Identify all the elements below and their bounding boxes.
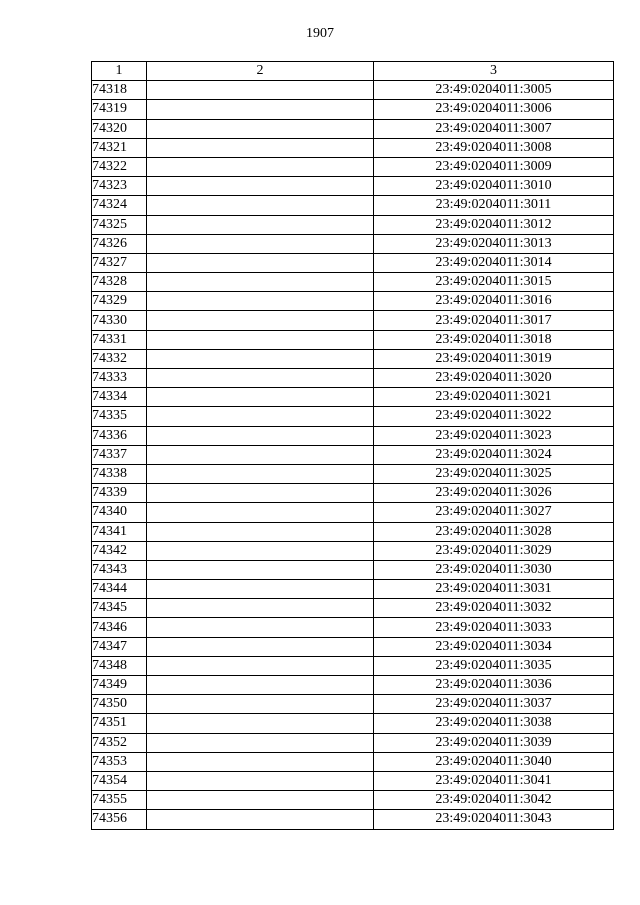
cadastral-number-cell: 23:49:0204011:3017 [374,311,614,330]
cadastral-number-cell: 23:49:0204011:3005 [374,81,614,100]
table-row [92,81,614,100]
description-cell [147,618,374,637]
table-header [92,62,614,81]
cadastral-number-cell: 23:49:0204011:3020 [374,369,614,388]
cadastral-number-cell: 23:49:0204011:3043 [374,810,614,829]
table-row [92,119,614,138]
table-row [92,618,614,637]
row-number-cell: 74342 [92,541,147,560]
description-cell [147,522,374,541]
cadastral-number-cell: 23:49:0204011:3040 [374,752,614,771]
row-number-cell: 74352 [92,733,147,752]
cadastral-number-cell: 23:49:0204011:3019 [374,349,614,368]
table-row [92,810,614,829]
row-number-cell: 74350 [92,695,147,714]
row-number-cell: 74345 [92,599,147,618]
table-row [92,791,614,810]
description-cell [147,292,374,311]
row-number-cell: 74347 [92,637,147,656]
table-row [92,388,614,407]
table-row [92,484,614,503]
cadastral-number-cell: 23:49:0204011:3015 [374,273,614,292]
table-row [92,138,614,157]
row-number-cell: 74318 [92,81,147,100]
cadastral-number-cell: 23:49:0204011:3008 [374,138,614,157]
cadastral-number-cell: 23:49:0204011:3029 [374,541,614,560]
table-row [92,426,614,445]
row-number-cell: 74338 [92,464,147,483]
row-number-cell: 74351 [92,714,147,733]
cadastral-number-cell: 23:49:0204011:3022 [374,407,614,426]
cadastral-number-cell: 23:49:0204011:3023 [374,426,614,445]
description-cell [147,464,374,483]
cadastral-number-cell: 23:49:0204011:3038 [374,714,614,733]
row-number-cell: 74326 [92,234,147,253]
row-number-cell: 74339 [92,484,147,503]
description-cell [147,541,374,560]
cadastral-number-cell: 23:49:0204011:3010 [374,177,614,196]
cadastral-number-cell: 23:49:0204011:3009 [374,157,614,176]
description-cell [147,273,374,292]
row-number-cell: 74343 [92,560,147,579]
row-number-cell: 74319 [92,100,147,119]
row-number-cell: 74354 [92,771,147,790]
row-number-cell: 74334 [92,388,147,407]
description-cell [147,177,374,196]
table-row [92,656,614,675]
description-cell [147,599,374,618]
row-number-cell: 74353 [92,752,147,771]
column-header-2: 2 [147,62,374,81]
description-cell [147,445,374,464]
table-row [92,599,614,618]
table-row [92,349,614,368]
table-row [92,695,614,714]
description-cell [147,253,374,272]
row-number-cell: 74329 [92,292,147,311]
cadastral-number-cell: 23:49:0204011:3035 [374,656,614,675]
description-cell [147,810,374,829]
description-cell [147,330,374,349]
row-number-cell: 74355 [92,791,147,810]
table-row [92,407,614,426]
cadastral-table [91,61,614,830]
row-number-cell: 74320 [92,119,147,138]
table-row [92,292,614,311]
table-row [92,580,614,599]
table-row [92,522,614,541]
cadastral-number-cell: 23:49:0204011:3027 [374,503,614,522]
table-body [92,81,614,829]
description-cell [147,676,374,695]
table-row [92,369,614,388]
cadastral-number-cell: 23:49:0204011:3041 [374,771,614,790]
header-row [92,62,614,81]
row-number-cell: 74324 [92,196,147,215]
description-cell [147,637,374,656]
table-row [92,234,614,253]
row-number-cell: 74325 [92,215,147,234]
description-cell [147,733,374,752]
description-cell [147,388,374,407]
row-number-cell: 74322 [92,157,147,176]
cadastral-number-cell: 23:49:0204011:3034 [374,637,614,656]
row-number-cell: 74328 [92,273,147,292]
description-cell [147,349,374,368]
table-row [92,733,614,752]
table-row [92,177,614,196]
description-cell [147,752,374,771]
description-cell [147,234,374,253]
row-number-cell: 74330 [92,311,147,330]
cadastral-number-cell: 23:49:0204011:3032 [374,599,614,618]
table-row [92,273,614,292]
cadastral-number-cell: 23:49:0204011:3028 [374,522,614,541]
cadastral-number-cell: 23:49:0204011:3033 [374,618,614,637]
description-cell [147,714,374,733]
description-cell [147,426,374,445]
column-header-3: 3 [374,62,614,81]
row-number-cell: 74340 [92,503,147,522]
cadastral-number-cell: 23:49:0204011:3031 [374,580,614,599]
cadastral-number-cell: 23:49:0204011:3037 [374,695,614,714]
description-cell [147,215,374,234]
table-row [92,752,614,771]
cadastral-number-cell: 23:49:0204011:3012 [374,215,614,234]
cadastral-number-cell: 23:49:0204011:3039 [374,733,614,752]
description-cell [147,695,374,714]
cadastral-number-cell: 23:49:0204011:3007 [374,119,614,138]
cadastral-number-cell: 23:49:0204011:3021 [374,388,614,407]
table-row [92,445,614,464]
cadastral-number-cell: 23:49:0204011:3025 [374,464,614,483]
cadastral-number-cell: 23:49:0204011:3006 [374,100,614,119]
row-number-cell: 74341 [92,522,147,541]
row-number-cell: 74323 [92,177,147,196]
table-row [92,100,614,119]
description-cell [147,119,374,138]
row-number-cell: 74336 [92,426,147,445]
page-number: 1907 [306,26,334,41]
table-row [92,464,614,483]
cadastral-number-cell: 23:49:0204011:3016 [374,292,614,311]
row-number-cell: 74346 [92,618,147,637]
row-number-cell: 74327 [92,253,147,272]
row-number-cell: 74337 [92,445,147,464]
row-number-cell: 74344 [92,580,147,599]
cadastral-number-cell: 23:49:0204011:3042 [374,791,614,810]
description-cell [147,484,374,503]
cadastral-number-cell: 23:49:0204011:3011 [374,196,614,215]
table-row [92,215,614,234]
row-number-cell: 74348 [92,656,147,675]
table-row [92,714,614,733]
table-row [92,311,614,330]
cadastral-number-cell: 23:49:0204011:3024 [374,445,614,464]
description-cell [147,771,374,790]
row-number-cell: 74333 [92,369,147,388]
table-row [92,196,614,215]
table-row [92,157,614,176]
table-row [92,771,614,790]
description-cell [147,196,374,215]
table-row [92,541,614,560]
cadastral-number-cell: 23:49:0204011:3018 [374,330,614,349]
table-row [92,330,614,349]
row-number-cell: 74321 [92,138,147,157]
description-cell [147,791,374,810]
table-row [92,253,614,272]
row-number-cell: 74356 [92,810,147,829]
row-number-cell: 74331 [92,330,147,349]
row-number-cell: 74349 [92,676,147,695]
cadastral-number-cell: 23:49:0204011:3013 [374,234,614,253]
description-cell [147,503,374,522]
description-cell [147,560,374,579]
description-cell [147,81,374,100]
cadastral-number-cell: 23:49:0204011:3014 [374,253,614,272]
description-cell [147,580,374,599]
description-cell [147,311,374,330]
table-row [92,676,614,695]
cadastral-number-cell: 23:49:0204011:3026 [374,484,614,503]
row-number-cell: 74335 [92,407,147,426]
description-cell [147,369,374,388]
description-cell [147,407,374,426]
table-row [92,503,614,522]
cadastral-number-cell: 23:49:0204011:3030 [374,560,614,579]
description-cell [147,157,374,176]
column-header-1: 1 [92,62,147,81]
description-cell [147,656,374,675]
description-cell [147,138,374,157]
table-row [92,637,614,656]
table-row [92,560,614,579]
cadastral-number-cell: 23:49:0204011:3036 [374,676,614,695]
description-cell [147,100,374,119]
row-number-cell: 74332 [92,349,147,368]
